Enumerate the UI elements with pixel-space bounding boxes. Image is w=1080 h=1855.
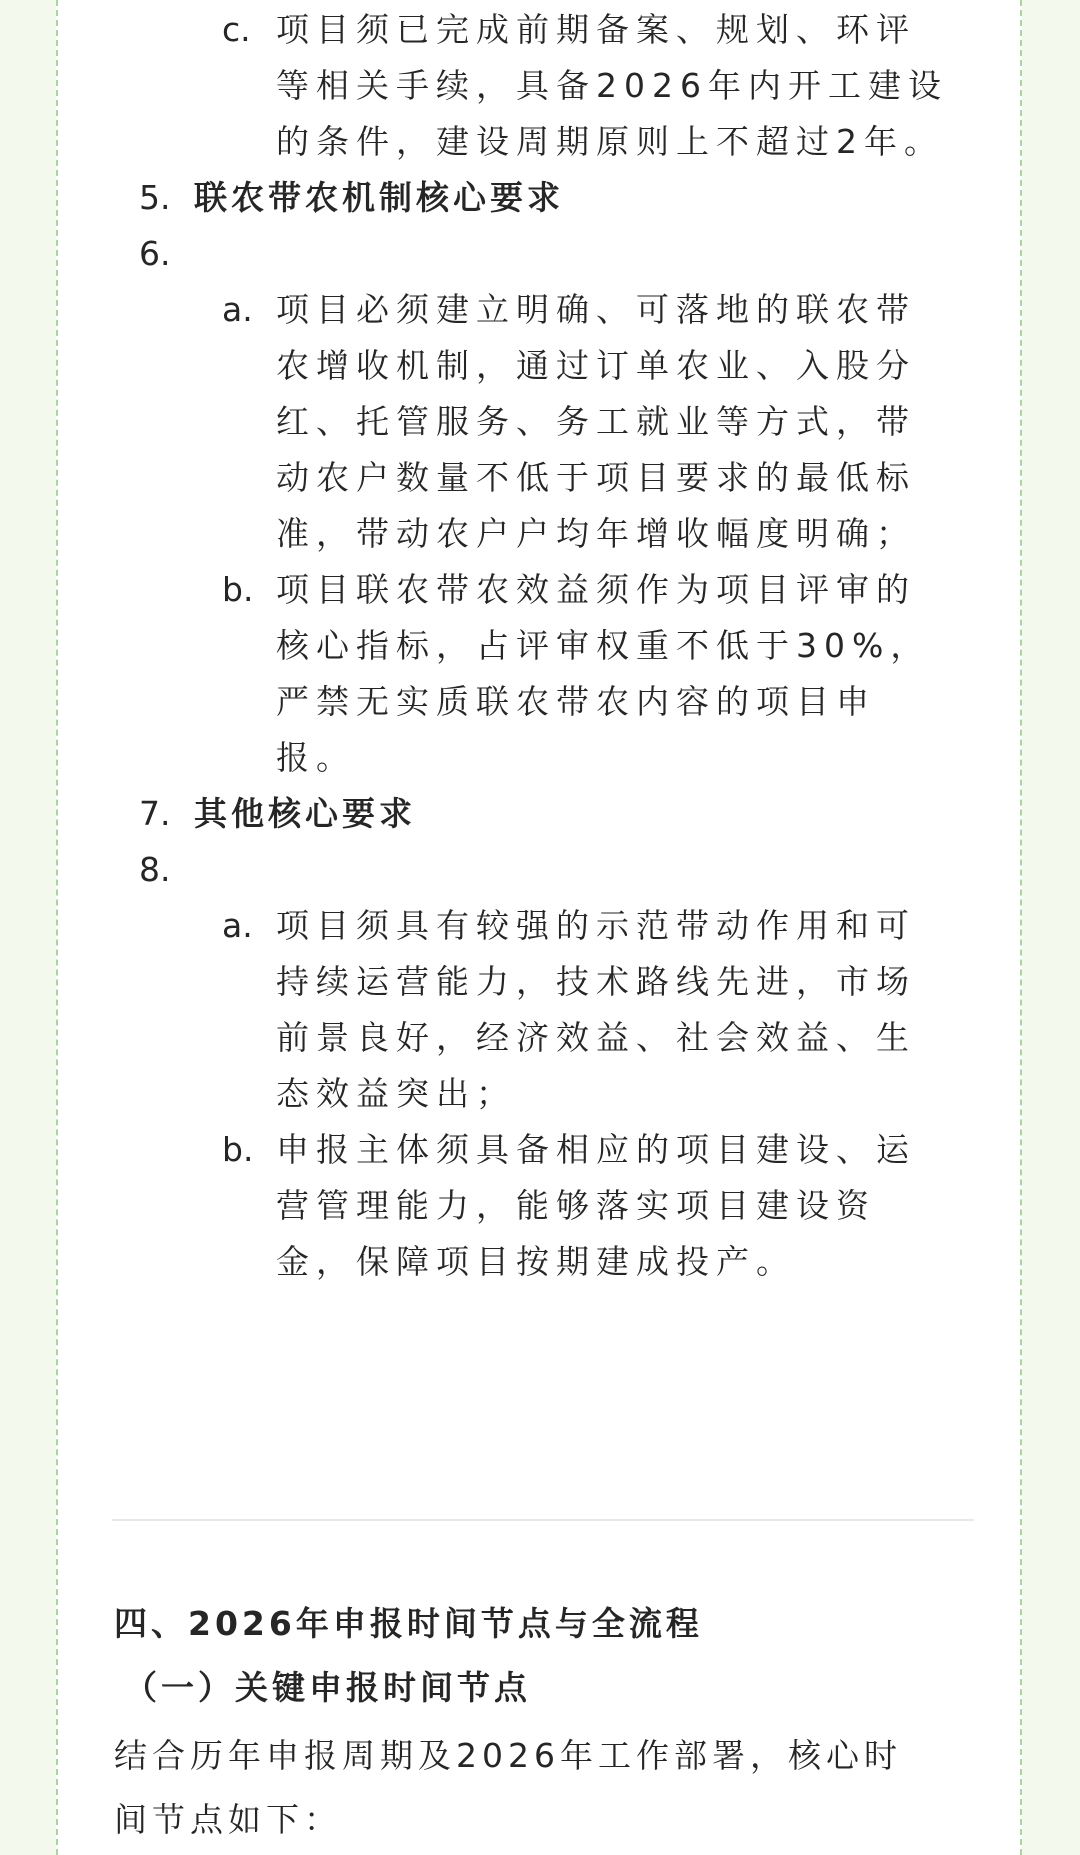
- item-6a-line-5: 准，带动农户户均年增收幅度明确；: [276, 514, 916, 553]
- intro-line-1: 结合历年申报周期及2026年工作部署，核心时: [114, 1736, 902, 1775]
- item-c-line-2: 等相关手续，具备2026年内开工建设: [276, 66, 948, 105]
- intro-line-2: 间节点如下：: [114, 1800, 342, 1839]
- article-frame: [56, 0, 1022, 1855]
- item-6a-line-4: 动农户数量不低于项目要求的最低标: [276, 458, 916, 497]
- list-number-8: 8.: [139, 850, 171, 889]
- section-title-item5: 联农带农机制核心要求: [194, 178, 564, 217]
- section-divider: [112, 1519, 974, 1521]
- item-6a-line-1: 项目必须建立明确、可落地的联农带: [276, 290, 916, 329]
- item-6b-line-2: 核心指标，占评审权重不低于30%，: [276, 626, 931, 665]
- list-number-6: 6.: [139, 234, 171, 273]
- list-marker-8a: a.: [222, 906, 253, 945]
- item-6a-line-2: 农增收机制，通过订单农业、入股分: [276, 346, 916, 385]
- article-content: [58, 0, 1020, 1855]
- item-6a-line-3: 红、托管服务、务工就业等方式，带: [276, 402, 916, 441]
- item-8b-line-2: 营管理能力，能够落实项目建设资: [276, 1186, 876, 1225]
- item-8b-line-3: 金，保障项目按期建成投产。: [276, 1242, 796, 1281]
- list-marker-6a: a.: [222, 290, 253, 329]
- list-marker-c: c.: [222, 10, 251, 49]
- item-c-line-3: 的条件，建设周期原则上不超过2年。: [276, 122, 944, 161]
- item-8a-line-2: 持续运营能力，技术路线先进，市场: [276, 962, 916, 1001]
- item-6b-line-3: 严禁无实质联农带农内容的项目申: [276, 682, 876, 721]
- item-6b-line-1: 项目联农带农效益须作为项目评审的: [276, 570, 916, 609]
- section-title-item7: 其他核心要求: [194, 794, 416, 833]
- item-8b-line-1: 申报主体须具备相应的项目建设、运: [276, 1130, 916, 1169]
- item-8a-line-3: 前景良好，经济效益、社会效益、生: [276, 1018, 916, 1057]
- item-6b-line-4: 报。: [276, 738, 356, 777]
- heading-section-4: 四、2026年申报时间节点与全流程: [114, 1604, 703, 1643]
- subheading-key-dates: （一）关键申报时间节点: [124, 1668, 531, 1707]
- list-number-5: 5.: [139, 178, 171, 217]
- list-marker-8b: b.: [222, 1130, 254, 1169]
- item-8a-line-1: 项目须具有较强的示范带动作用和可: [276, 906, 916, 945]
- list-number-7: 7.: [139, 794, 171, 833]
- item-c-line-1: 项目须已完成前期备案、规划、环评: [276, 10, 916, 49]
- list-marker-6b: b.: [222, 570, 254, 609]
- item-8a-line-4: 态效益突出；: [276, 1074, 516, 1113]
